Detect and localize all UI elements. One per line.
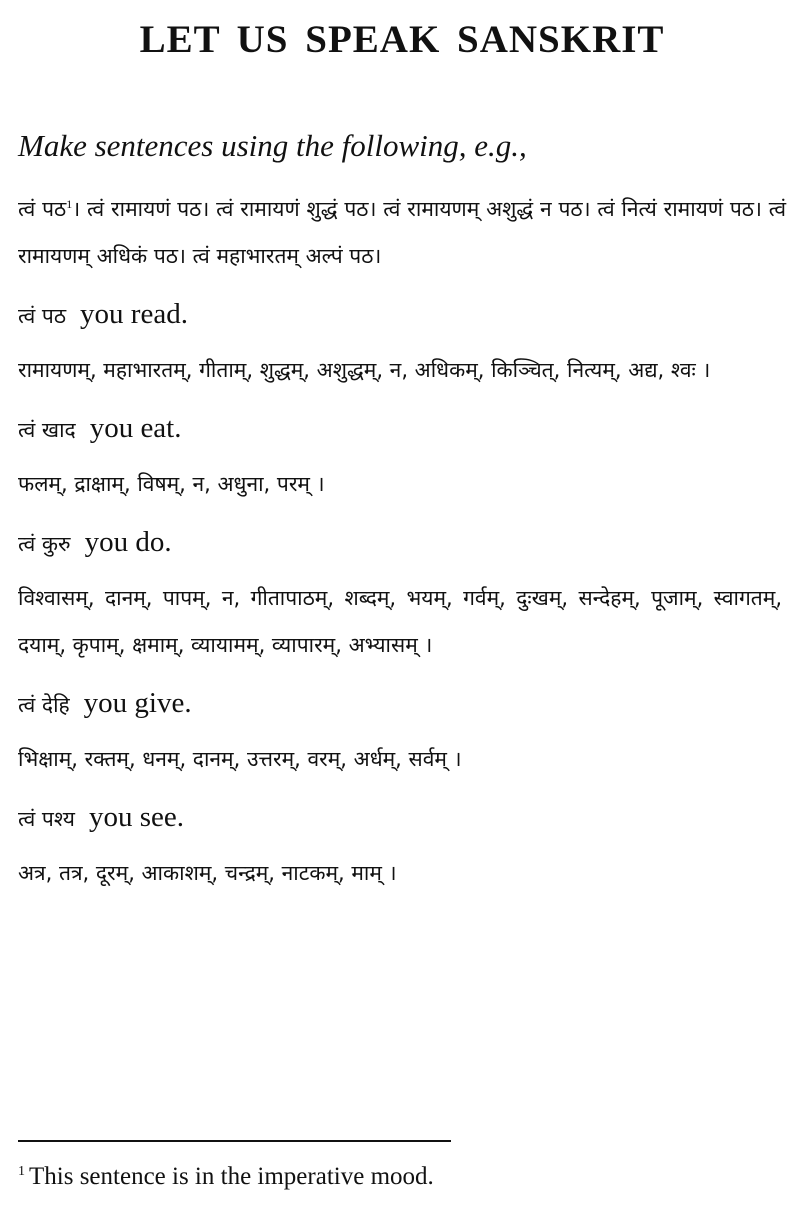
footnote-divider: [18, 1140, 451, 1142]
verb-meaning: you eat.: [89, 412, 182, 444]
verb-meaning: you give.: [83, 687, 192, 719]
word-list: भिक्षाम्, रक्तम्, धनम्, दानम्, उत्तरम्, वरम्, अर्धम्, सर्वम् ।: [18, 747, 462, 771]
verb-sanskrit: त्वं खाद: [18, 418, 76, 442]
verb-meaning: you read.: [80, 298, 188, 330]
instruction-text: Make sentences using the following, e.g.,: [18, 128, 527, 163]
verb-sanskrit: त्वं पश्य: [18, 807, 75, 831]
word-list: फलम्, द्राक्षाम्, विषम्, न, अधुना, परम् ।: [18, 472, 325, 496]
verb-sanskrit: त्वं देहि: [18, 693, 70, 717]
section-eat: [18, 406, 786, 508]
verb-meaning: you do.: [84, 526, 172, 558]
verb-line: [18, 795, 786, 844]
verb-meaning: you see.: [88, 801, 184, 833]
word-list: अत्र, तत्र, दूरम्, आकाशम्, चन्द्रम्, नाटकम्, माम् ।: [18, 861, 397, 885]
page-title: LET US SPEAK SANSKRIT: [139, 18, 665, 61]
footnote-reference: 1: [66, 197, 73, 211]
example-first-word: त्वं पठ: [18, 197, 67, 221]
footnote: [18, 1160, 434, 1194]
verb-line: [18, 406, 786, 455]
verb-line: [18, 520, 786, 569]
section-see: [18, 795, 786, 897]
section-give: [18, 681, 786, 783]
footnote-text: This sentence is in the imperative mood.: [29, 1163, 434, 1190]
verb-sanskrit: त्वं कुरु: [18, 532, 71, 556]
verb-sanskrit: त्वं पठ: [18, 304, 67, 328]
section-do: [18, 520, 786, 669]
footnote-marker: 1: [18, 1163, 25, 1179]
example-sentences: । त्वं रामायणं पठ। त्वं रामायणं शुद्धं पठ। त्वं रामायणम् अशुद्धं न पठ। त्वं नित्यं रामायणं पठ। त्वं रामायणम् अधिकं पठ। त्वं महाभारतम् अल्पं पठ।: [18, 197, 786, 268]
word-list: विश्वासम्, दानम्, पापम्, न, गीतापाठम्, शब्दम्, भयम्, गर्वम्, दुःखम्, सन्देहम्, पूजाम्, स्वागतम्, दयाम्, कृपाम्, क्षमाम्, व्यायामम्, व्यापारम्, अभ्यासम् ।: [18, 586, 782, 657]
verb-line: [18, 292, 786, 341]
example-paragraph: [18, 186, 786, 280]
word-list: रामायणम्, महाभारतम्, गीताम्, शुद्धम्, अशुद्धम्, न, अधिकम्, किञ्चित्, नित्यम्, अद्य, श्वः ।: [18, 358, 711, 382]
verb-line: [18, 681, 786, 730]
section-read: [18, 292, 786, 394]
